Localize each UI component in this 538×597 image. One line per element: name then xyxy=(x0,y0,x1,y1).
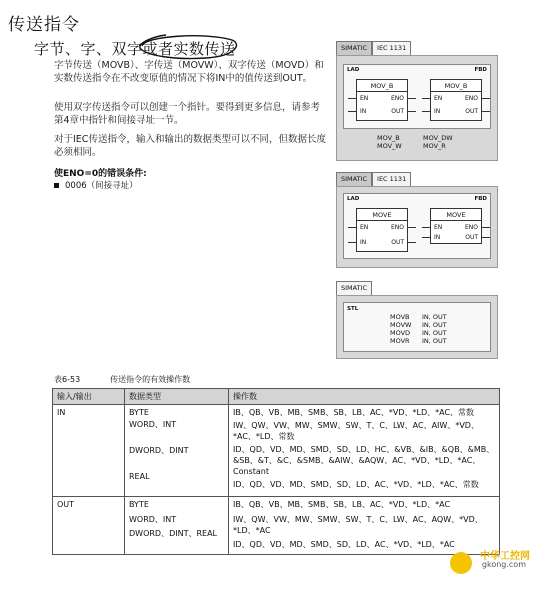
panel1-tabs xyxy=(336,41,411,55)
iec-paragraph: 对于IEC传送指令，输入和输出的数据类型可以不同，但数据长度必须相同。 xyxy=(54,134,326,158)
tab-iec1131[interactable]: IEC 1131 xyxy=(372,172,411,186)
site-watermark-logo: 中华工控网 gkong.com xyxy=(446,544,530,584)
fbd-label: FBD xyxy=(474,196,487,202)
tab-simatic[interactable]: SIMATIC xyxy=(336,41,372,55)
tab-simatic[interactable]: SIMATIC xyxy=(336,172,372,186)
bullet-icon xyxy=(54,183,59,188)
panel2-ladder-box xyxy=(343,193,491,259)
lad-label: LAD xyxy=(347,196,360,202)
table-header-row: 输入/输出 数据类型 操作数 xyxy=(53,389,500,405)
instruction-names-right: MOV_DW MOV_R xyxy=(423,134,453,150)
pointer-paragraph: 使用双字传送指令可以创建一个指针。要得到更多信息，请参考第4章中指针和间接寻址一节。 xyxy=(54,102,321,126)
panel2-tabs xyxy=(336,172,411,186)
tab-iec1131[interactable]: IEC 1131 xyxy=(372,41,411,55)
handwritten-circle-mark xyxy=(136,32,240,60)
move-block-lad: MOVE EN ENO IN OUT xyxy=(356,208,408,252)
section-subtitle: 字节、字、双字或者实数传送 xyxy=(34,40,236,58)
panel1-diagram xyxy=(336,55,498,161)
stl-ops: MOVB MOVW MOVD MOVR xyxy=(390,313,412,345)
logo-icon xyxy=(450,552,472,574)
table-row: IN BYTE WORD、INT DWORD、DINT REAL IB、QB、VB、MB、SMB、SB、LB、AC、*VD、*LD、*AC、常数 IW、QW、VW、MW、SMW、SW、T、C、LW、AC、AIW、*VD、*AC、*LD、常数 ID、QD、VD、MD、SMD、SD、LD、HC、&VB、&IB、&QB、&MB、&SB、&T、&C、&SMB、&AIW、&AQW、AC、*VD、*LD、*AC、Constant ID、QD、VD、MD、SMD、SD、LD、AC、*VD、*LD、*AC、常数 xyxy=(53,405,500,497)
panel2-diagram xyxy=(336,186,498,268)
intro-paragraph: 字节传送（MOVB）、字传送（MOVW）、双字传送（MOVD）和实数传送指令在不改变原值的情况下将IN中的值传送到OUT。 xyxy=(54,60,324,84)
tab-simatic[interactable]: SIMATIC xyxy=(336,281,372,295)
table-caption: 表6-53 传送指令的有效操作数 xyxy=(54,375,191,384)
mov-b-block-fbd: MOV_B EN ENO IN OUT xyxy=(430,79,482,121)
fbd-label: FBD xyxy=(474,67,487,73)
operands-table xyxy=(52,388,500,555)
stl-label: STL xyxy=(347,306,359,312)
page-title: 传送指令 xyxy=(8,15,80,35)
error-item: 0006（间接寻址） xyxy=(54,179,138,191)
panel3-stl-box xyxy=(343,302,491,352)
instruction-names-left: MOV_B MOV_W xyxy=(377,134,402,150)
lad-label: LAD xyxy=(347,67,360,73)
stl-args: IN, OUT IN, OUT IN, OUT IN, OUT xyxy=(422,313,447,345)
error-heading: 使ENO=0的错误条件: xyxy=(54,169,147,179)
panel1-ladder-box xyxy=(343,64,491,129)
table-row: OUT BYTE WORD、INT DWORD、DINT、REAL IB、QB、VB、MB、SMB、SB、LB、AC、*VD、*LD、*AC IW、QW、VW、MW、SMW、SW、T、C、LW、AC、AQW、*VD、*LD、*AC ID、QD、VD、MD、SMD、SD、LD、AC、*VD、*LD、*AC xyxy=(53,497,500,555)
panel3-diagram xyxy=(336,295,498,359)
mov-b-block-lad: MOV_B EN ENO IN OUT xyxy=(356,79,408,121)
panel3-tabs xyxy=(336,281,372,295)
move-block-fbd: MOVE EN ENO IN OUT xyxy=(430,208,482,244)
